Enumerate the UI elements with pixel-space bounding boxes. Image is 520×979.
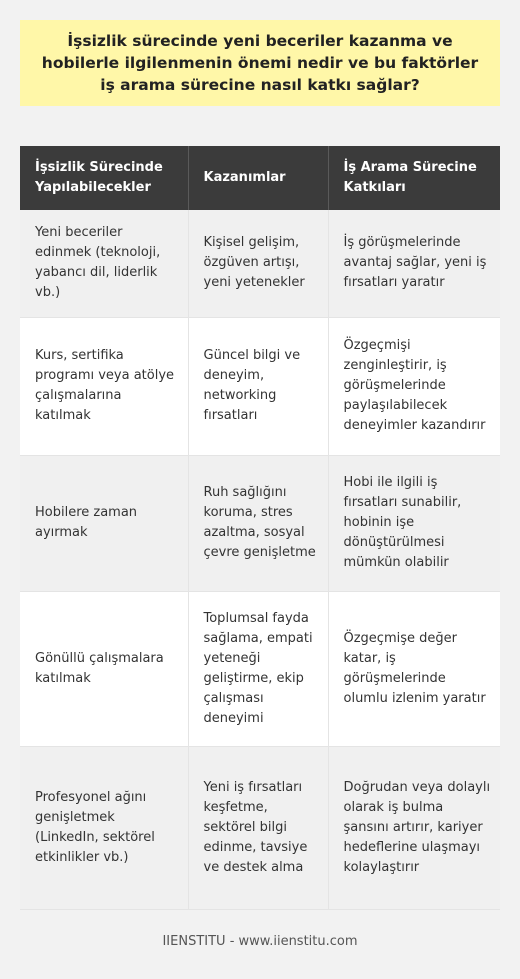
table-cell-gain: Kişisel gelişim, özgüven artışı, yeni yetenekler <box>188 210 328 317</box>
table-row <box>20 591 500 746</box>
table-cell-contribution: Özgeçmişi zenginleştirir, iş görüşmelerinde paylaşılabilecek deneyimler kazandırır <box>328 317 500 455</box>
table-cell-activity: Profesyonel ağını genişletmek (LinkedIn, sektörel etkinlikler vb.) <box>20 746 188 909</box>
table-cell-activity: Kurs, sertifika programı veya atölye çalışmalarına katılmak <box>20 317 188 455</box>
table-cell-gain: Yeni iş fırsatları keşfetme, sektörel bilgi edinme, tavsiye ve destek alma <box>188 746 328 909</box>
page-title: İşsizlik sürecinde yeni beceriler kazanma ve hobilerle ilgilenmenin önemi nedir ve bu faktörler iş arama sürecine nasıl katkı sağlar? <box>41 32 479 94</box>
table-row <box>20 746 500 909</box>
table-cell-contribution: Doğrudan veya dolaylı olarak iş bulma şansını artırır, kariyer hedeflerine ulaşmayı kolaylaştırır <box>328 746 500 909</box>
title-banner <box>20 20 500 106</box>
table-cell-activity: Yeni beceriler edinmek (teknoloji, yabancı dil, liderlik vb.) <box>20 210 188 317</box>
table-cell-gain: Güncel bilgi ve deneyim, networking fırsatları <box>188 317 328 455</box>
header-activities: İşsizlik Sürecinde Yapılabilecekler <box>20 146 188 210</box>
header-gains: Kazanımlar <box>188 146 328 210</box>
table-row <box>20 455 500 591</box>
table-cell-gain: Ruh sağlığını koruma, stres azaltma, sosyal çevre genişletme <box>188 455 328 591</box>
header-contributions: İş Arama Sürecine Katkıları <box>328 146 500 210</box>
table-cell-contribution: İş görüşmelerinde avantaj sağlar, yeni iş fırsatları yaratır <box>328 210 500 317</box>
table-cell-activity: Hobilere zaman ayırmak <box>20 455 188 591</box>
table-cell-contribution: Özgeçmişe değer katar, iş görüşmelerinde olumlu izlenim yaratır <box>328 591 500 746</box>
table-header-row <box>20 146 500 210</box>
table-cell-contribution: Hobi ile ilgili iş fırsatları sunabilir, hobinin işe dönüştürülmesi mümkün olabilir <box>328 455 500 591</box>
table-row <box>20 317 500 455</box>
info-table <box>20 146 500 910</box>
table-row <box>20 210 500 317</box>
footer-credit: IIENSTITU - www.iienstitu.com <box>162 934 358 949</box>
table-cell-activity: Gönüllü çalışmalara katılmak <box>20 591 188 746</box>
table-cell-gain: Toplumsal fayda sağlama, empati yeteneği geliştirme, ekip çalışması deneyimi <box>188 591 328 746</box>
